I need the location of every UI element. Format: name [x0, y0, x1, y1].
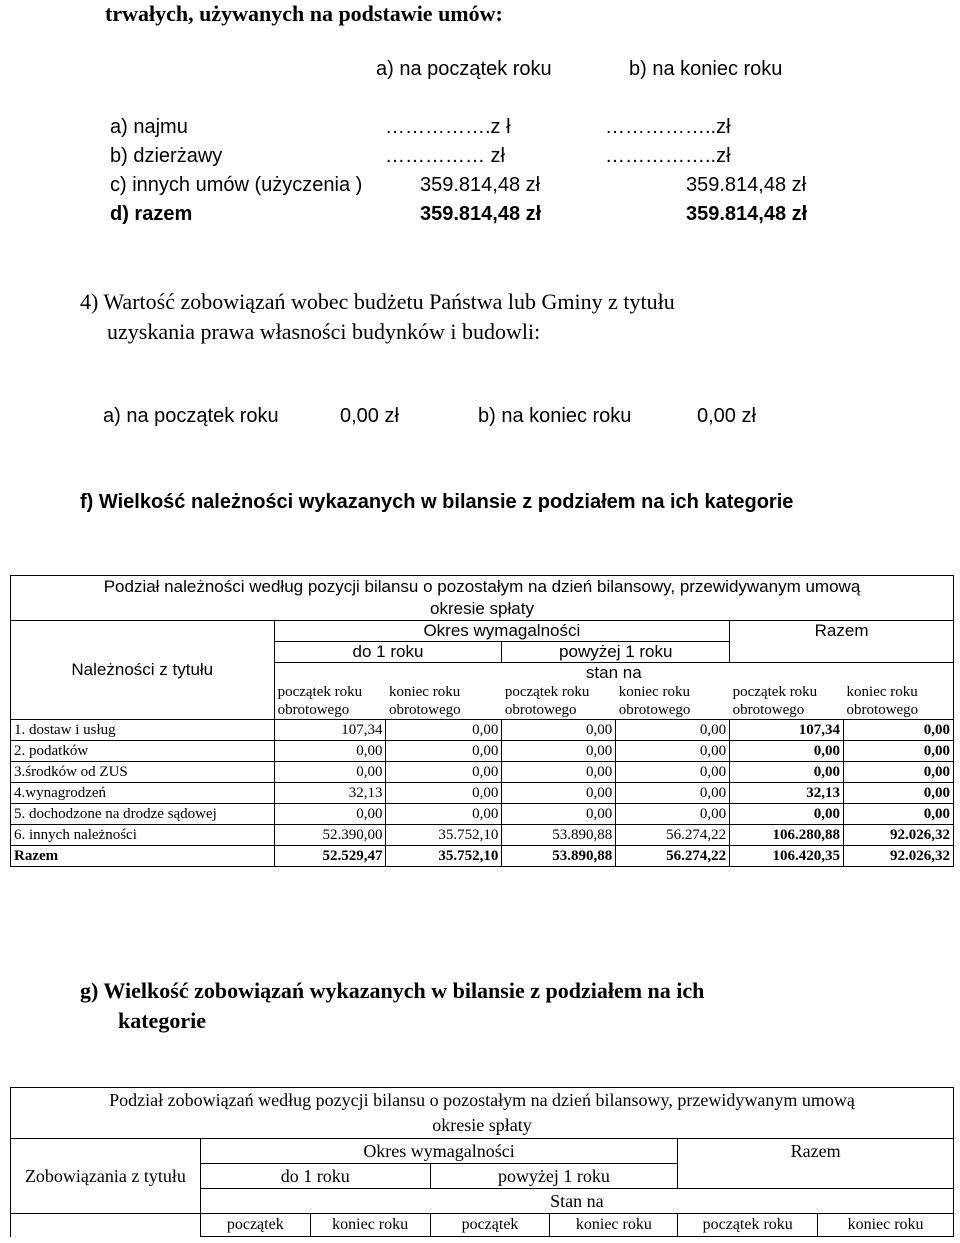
table-row: [11, 720, 954, 741]
cell: 0,00: [386, 762, 502, 783]
cell: 53.890,88: [502, 846, 616, 867]
section-heading: trwałych, używanych na podstawie umów:: [105, 1, 503, 26]
cell: 0,00: [386, 804, 502, 825]
cell: 0,00: [502, 804, 616, 825]
cell: 0,00: [502, 741, 616, 762]
section-f-heading: f) Wielkość należności wykazanych w bilansie z podziałem na ich kategorie: [80, 491, 794, 513]
row-label: 1. dostaw i usług: [11, 720, 275, 741]
sub-header: koniec roku: [550, 1214, 678, 1237]
row-label: c) innych umów (użyczenia ): [110, 174, 363, 196]
receivables-table: [10, 575, 954, 867]
row-label: 5. dochodzone na drodze sądowej: [11, 804, 275, 825]
section4-start-value: 0,00 zł: [340, 405, 399, 427]
pow1-header: powyżej 1 roku: [430, 1164, 678, 1189]
section-g-heading-line1: g) Wielkość zobowiązań wykazanych w bilansie z podziałem na ich: [80, 978, 705, 1003]
row-label: b) dzierżawy: [110, 145, 223, 167]
stan-na-header: Stan na: [200, 1189, 953, 1214]
cell: 32,13: [730, 783, 844, 804]
sub-header: początek roku: [678, 1214, 818, 1237]
value-start: 359.814,48 zł: [420, 174, 541, 196]
value-end: 359.814,48 zł: [686, 174, 807, 196]
cell: 35.752,10: [386, 846, 502, 867]
cell: 0,00: [616, 720, 730, 741]
value-start-total: 359.814,48 zł: [420, 203, 542, 225]
cell: 0,00: [616, 741, 730, 762]
sub-header: początek roku obrotowego: [502, 683, 616, 720]
section4-end-label: b) na koniec roku: [478, 405, 632, 427]
cell: 52.529,47: [274, 846, 386, 867]
value-end-total: 359.814,48 zł: [686, 203, 808, 225]
section4-line1: 4) Wartość zobowiązań wobec budżetu Państwa lub Gminy z tytułu: [80, 289, 675, 314]
cell: 0,00: [730, 762, 844, 783]
column-header-start: a) na początek roku: [376, 58, 552, 80]
sub-header: początek: [430, 1214, 550, 1237]
section4-line2: uzyskania prawa własności budynków i budowli:: [107, 319, 541, 344]
row-label: 2. podatków: [11, 741, 275, 762]
sub-header: koniec roku: [310, 1214, 430, 1237]
row-label: 3.środków od ZUS: [11, 762, 275, 783]
row-label-header: Zobowiązania z tytułu: [11, 1139, 201, 1214]
cell: 107,34: [730, 720, 844, 741]
cell: 0,00: [502, 762, 616, 783]
sub-header: początek roku obrotowego: [274, 683, 386, 720]
table-row: [11, 825, 954, 846]
value-end: ……………..zł: [605, 116, 731, 138]
cell: 56.274,22: [616, 846, 730, 867]
okres-header: Okres wymagalności: [200, 1139, 677, 1164]
stan-na-header: stan na: [274, 663, 953, 684]
section4-start-label: a) na początek roku: [103, 405, 279, 427]
cell: 52.390,00: [274, 825, 386, 846]
section-g-heading-line2: kategorie: [118, 1008, 206, 1033]
cell: 92.026,32: [844, 825, 954, 846]
table-title: Podział należności według pozycji bilansu o pozostałym na dzień bilansowy, przewidywanym umową okresie spłaty: [11, 576, 954, 621]
cell: 0,00: [386, 741, 502, 762]
row-label: a) najmu: [110, 116, 188, 138]
cell: 107,34: [274, 720, 386, 741]
cell: 0,00: [616, 783, 730, 804]
column-header-end: b) na koniec roku: [629, 58, 783, 80]
cell: 0,00: [730, 804, 844, 825]
cell: 0,00: [386, 783, 502, 804]
row-label-spacer: [11, 1214, 201, 1237]
sub-header: koniec roku obrotowego: [616, 683, 730, 720]
pow1-header: powyżej 1 roku: [502, 642, 730, 663]
row-label-header: Należności z tytułu: [11, 621, 275, 720]
section4-end-value: 0,00 zł: [697, 405, 756, 427]
cell: 53.890,88: [502, 825, 616, 846]
razem-spacer: [730, 642, 954, 663]
do1-header: do 1 roku: [274, 642, 502, 663]
cell: 0,00: [844, 720, 954, 741]
row-label: 4.wynagrodzeń: [11, 783, 275, 804]
sub-header: koniec roku obrotowego: [844, 683, 954, 720]
sub-header: początek: [200, 1214, 310, 1237]
cell: 0,00: [844, 741, 954, 762]
row-label-total: d) razem: [110, 203, 193, 225]
cell: 0,00: [274, 762, 386, 783]
cell: 0,00: [616, 804, 730, 825]
cell: 0,00: [274, 804, 386, 825]
razem-header: Razem: [730, 621, 954, 642]
total-row: [11, 846, 954, 867]
cell: 0,00: [844, 762, 954, 783]
razem-spacer: [678, 1164, 954, 1189]
cell: 92.026,32: [844, 846, 954, 867]
cell: 0,00: [386, 720, 502, 741]
okres-header: Okres wymagalności: [274, 621, 730, 642]
cell: 0,00: [730, 741, 844, 762]
value-end: ……………..zł: [605, 145, 731, 167]
cell: 32,13: [274, 783, 386, 804]
value-start: …………….z ł: [385, 116, 511, 138]
table-row: [11, 804, 954, 825]
cell: 0,00: [844, 783, 954, 804]
cell: 106.420,35: [730, 846, 844, 867]
cell: 0,00: [502, 720, 616, 741]
sub-header: koniec roku obrotowego: [386, 683, 502, 720]
cell: 0,00: [844, 804, 954, 825]
do1-header: do 1 roku: [200, 1164, 430, 1189]
table-title: Podział zobowiązań według pozycji bilansu o pozostałym na dzień bilansowy, przewidywanym umową okresie spłaty: [11, 1088, 954, 1139]
cell: 56.274,22: [616, 825, 730, 846]
cell: 0,00: [616, 762, 730, 783]
cell: 106.280,88: [730, 825, 844, 846]
row-label: 6. innych należności: [11, 825, 275, 846]
table-row: [11, 762, 954, 783]
value-start: …………… zł: [385, 145, 505, 167]
razem-header: Razem: [678, 1139, 954, 1164]
sub-header: początek roku obrotowego: [730, 683, 844, 720]
row-label: Razem: [11, 846, 275, 867]
cell: 35.752,10: [386, 825, 502, 846]
cell: 0,00: [502, 783, 616, 804]
cell: 0,00: [274, 741, 386, 762]
liabilities-table: [10, 1087, 954, 1237]
table-row: [11, 741, 954, 762]
sub-header: koniec roku: [818, 1214, 954, 1237]
table-row: [11, 783, 954, 804]
